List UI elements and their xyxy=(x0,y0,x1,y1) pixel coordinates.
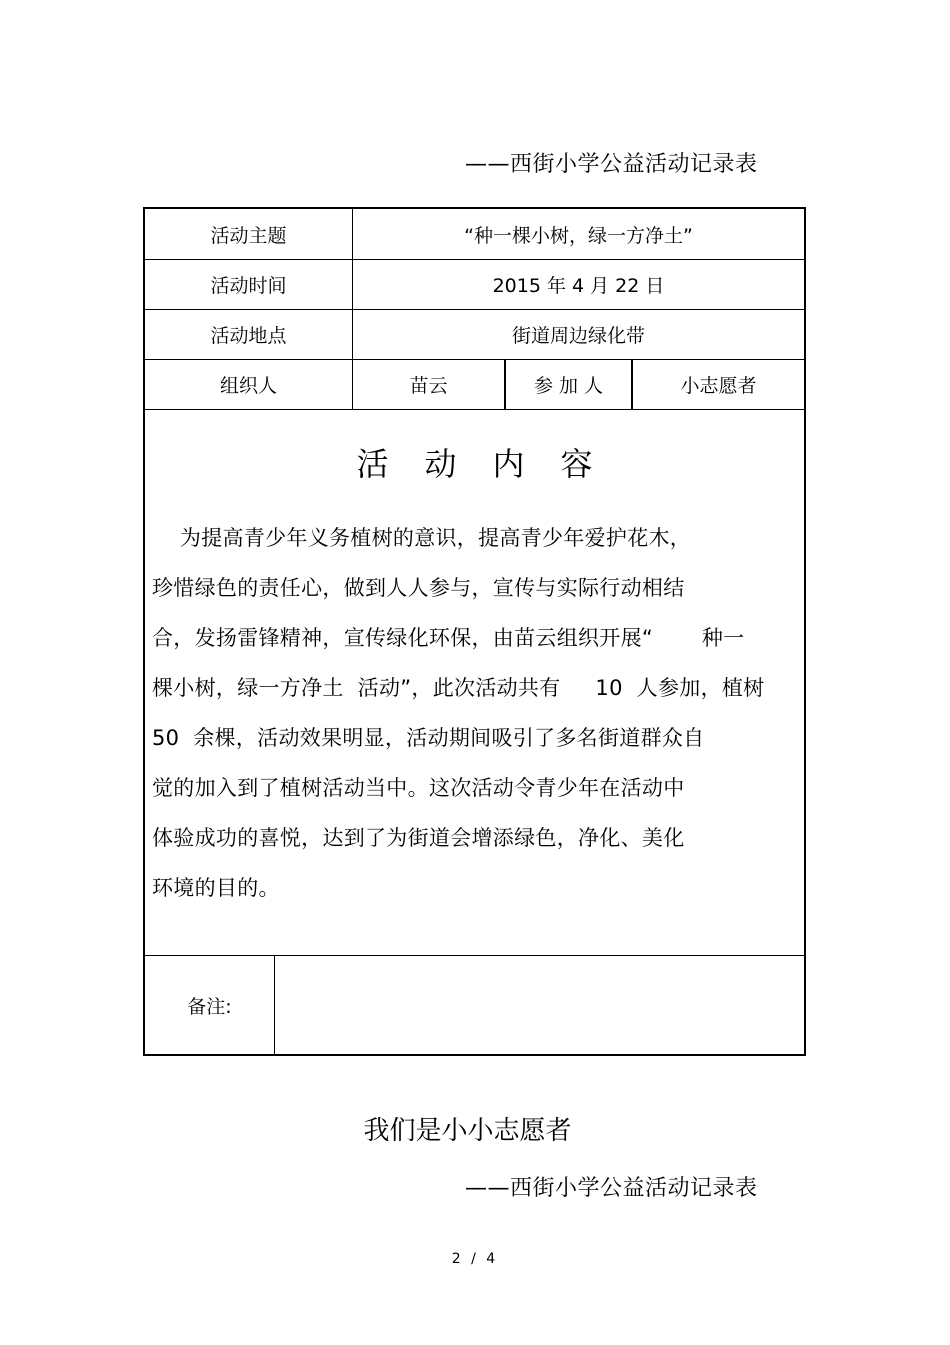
value-organizer: 苗云 xyxy=(409,374,448,397)
value-participants: 小志愿者 xyxy=(680,374,757,397)
divider xyxy=(274,956,275,1054)
content-line: 50 余棵，活动效果明显，活动期间吸引了多名街道群众自 xyxy=(152,726,705,750)
content-line: 棵小树，绿一方净土 活动”，此次活动共有 10 人参加，植树 xyxy=(152,676,765,700)
activity-content-heading: 活动内容 xyxy=(356,445,629,483)
value-activity-place: 街道周边绿化带 xyxy=(511,324,645,347)
value-activity-theme: “种一棵小树，绿一方净土” xyxy=(464,224,693,247)
content-line: 环境的目的。 xyxy=(152,876,280,900)
page-number: 2 / 4 xyxy=(451,1251,499,1267)
value-activity-time: 2015 年 4 月 22 日 xyxy=(492,274,665,297)
remarks-label: 备注: xyxy=(187,995,232,1018)
label-activity-theme: 活动主题 xyxy=(210,224,287,247)
row-activity-place xyxy=(145,309,804,360)
content-line: 珍惜绿色的责任心，做到人人参与，宣传与实际行动相结 xyxy=(152,576,685,600)
content-line: 体验成功的喜悦，达到了为街道会增添绿色，净化、美化 xyxy=(152,826,685,850)
label-organizer: 组织人 xyxy=(219,374,277,397)
label-activity-place: 活动地点 xyxy=(210,324,287,347)
remarks-row xyxy=(145,956,804,1054)
footer-subtitle: ——西街小学公益活动记录表 xyxy=(465,1176,758,1201)
row-activity-theme xyxy=(145,209,804,260)
content-line: 觉的加入到了植树活动当中。这次活动令青少年在活动中 xyxy=(152,776,685,800)
activity-record-table xyxy=(143,207,806,1056)
label-activity-time: 活动时间 xyxy=(210,274,287,297)
form-subtitle: ——西街小学公益活动记录表 xyxy=(465,152,758,177)
content-line: 合，发扬雷锋精神，宣传绿化环保，由苗云组织开展“ 种一 xyxy=(152,626,745,650)
label-participants: 参 加 人 xyxy=(533,374,604,397)
activity-content-section xyxy=(145,409,804,956)
content-line: 为提高青少年义务植树的意识，提高青少年爱护花木， xyxy=(152,526,692,550)
row-activity-time xyxy=(145,259,804,310)
footer-title: 我们是小小志愿者 xyxy=(363,1116,572,1146)
row-organizer-participants xyxy=(145,359,804,410)
